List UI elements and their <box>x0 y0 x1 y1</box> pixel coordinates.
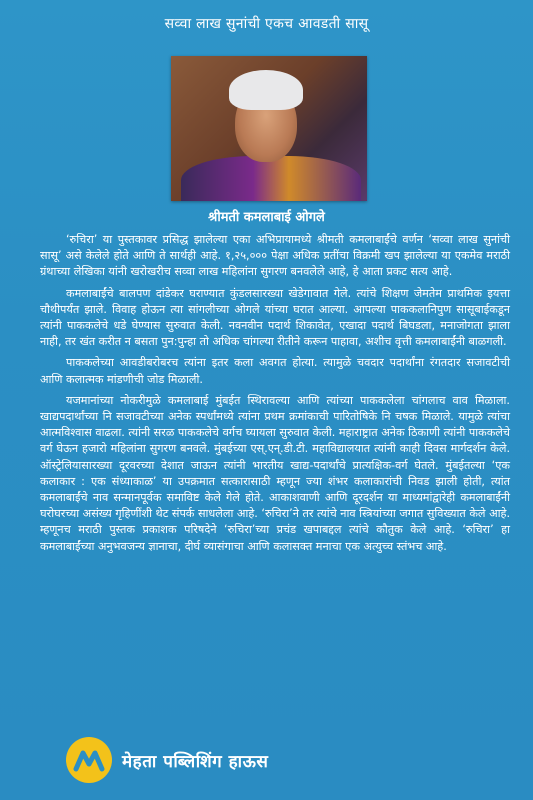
author-name-caption: श्रीमती कमलाबाई ओगले <box>208 210 325 225</box>
publisher-block <box>66 735 268 785</box>
tagline: सव्वा लाख सुनांची एकच आवडती सासू <box>164 16 369 32</box>
back-cover-text <box>40 232 510 560</box>
paragraph: कमलाबाईंचे बालपण दांडेकर घराण्यात कुंडलसारख्या खेडेगावात गेले. त्यांचे शिक्षण जेमतेम प्राथमिक इयत्ता चौथीपर्यंत झाले. विवाह होऊन त्या सांगलीच्या ओगले यांच्या घरात आल्या. आपल्या पाककलानिपुण सासूबाईकडून त्यांनी पाककलेचे धडे घेण्यास सुरुवात केली. नवनवीन पदार्थ शिकावेत, एखादा पदार्थ बिघडला, मनाजोगता झाला नाही, तर खंत करीत न बसता पुन:पुन्हा तो अधिक चांगल्या रीतीने करून पाहावा, अशीच वृत्ती कमलाबाईंनी बाळगली. <box>40 286 510 349</box>
paragraph: यजमानांच्या नोकरीमुळे कमलाबाई मुंबईत स्थिरावल्या आणि त्यांच्या पाककलेला चांगलाच वाव मिळाला. खाद्यपदार्थांच्या नि सजावटीच्या अनेक स्पर्धांमध्ये त्यांना प्रथम क्रमांकाची पारितोषिके नि चषक मिळाले. यामुळे त्यांचा आत्मविश्वास वाढला. त्यांनी सरळ पाककलेचे वर्गच घ्यायला सुरुवात केली. महाराष्ट्रात अनेक ठिकाणी त्यांनी पाककलेचे वर्ग घेऊन हजारो महिलांना सुगरण बनवले. मुंबईच्या एस्.एन्.डी.टी. महाविद्यालयात त्यांनी काही दिवस मार्गदर्शन केले. ऑस्ट्रेलियासारख्या दूरवरच्या देशात जाऊन त्यांनी भारतीय खाद्य-पदार्थांचे प्रात्यक्षिक-वर्ग घेतले. मुंबईतल्या ‘एक कलाकार : एक संध्याकाळ’ या उपक्रमात सत्कारासाठी म्हणून ज्या शंभर कलाकारांची निवड झाली होती, त्यांत कमलाबाईंचे नाव सन्मानपूर्वक समाविष्ट केले गेले होते. आकाशवाणी आणि दूरदर्शन या माध्यमांद्वारेही कमलाबाईंनी घरोघरच्या असंख्य गृहिणींशी थेट संपर्क साधलेला आहे. ‘रुचिरा’ने तर त्यांचे नाव स्त्रियांच्या जगात सुविख्यात केले आहे. म्हणूनच मराठी पुस्तक प्रकाशक परिषदेने ‘रुचिरा’च्या प्रचंड खपाबद्दल त्यांचे कौतुक केले आहे. ‘रुचिरा’ हा कमलाबाईंच्या अनुभवजन्य ज्ञानाचा, दीर्घ व्यासंगाचा आणि कलासक्त मनाचा एक अत्युच्च स्तंभच आहे. <box>40 393 510 553</box>
paragraph: पाककलेच्या आवडीबरोबरच त्यांना इतर कला अवगत होत्या. त्यामुळे चवदार पदार्थांना रंगतदार सजावटीची आणि कलात्मक मांडणीची जोड मिळाली. <box>40 356 510 386</box>
paragraph: ‘रुचिरा’ या पुस्तकावर प्रसिद्ध झालेल्या एका अभिप्रायामध्ये श्रीमती कमलाबाईंचे वर्णन ‘सव्वा लाख सुनांची सासू’ असे केलेले होते आणि ते सार्थही आहे. १,२५,००० पेक्षा अधिक प्रतींचा विक्रमी खप झालेल्या या एकमेव मराठी ग्रंथाच्या लेखिका यांनी खरोखरीच सव्वा लाख महिलांना सुगरण बनवलेले आहे, हे आता प्रकट सत्य आहे. <box>40 233 510 279</box>
author-photo <box>171 56 367 201</box>
publisher-name: मेहता पब्लिशिंग हाऊस <box>122 751 269 772</box>
mehta-publishing-logo <box>66 737 112 783</box>
